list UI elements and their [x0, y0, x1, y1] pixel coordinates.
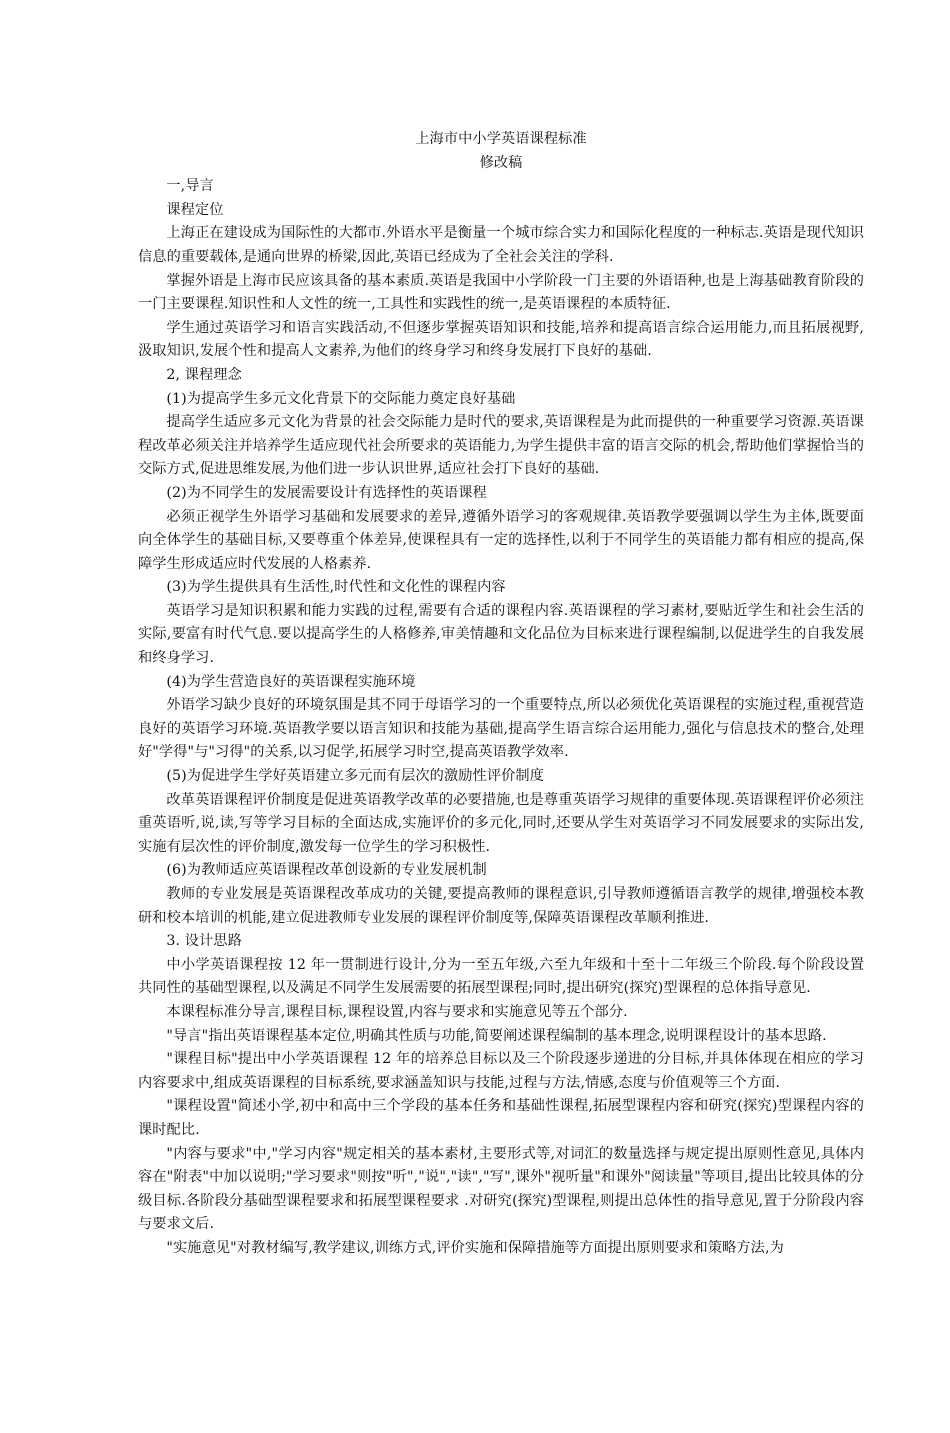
paragraph: 掌握外语是上海市民应该具备的基本素质.英语是我国中小学阶段一门主要的外语语种,也是上海基础教育阶段的一门主要课程.知识性和人文性的统一,工具性和实践性的统一,是英语课程的本质特征. [138, 272, 864, 313]
paragraph: 英语学习是知识积累和能力实践的过程,需要有合适的课程内容.英语课程的学习素材,要贴近学生和社会生活的实际,要富有时代气息.要以提高学生的人格修养,审美情趣和文化品位为目标来进行课程编制,以促进学生的自我发展和终身学习. [138, 602, 864, 667]
document-body [138, 175, 864, 1260]
section-heading: 一,导言 [166, 178, 214, 195]
section-heading: (1)为提高学生多元文化背景下的交际能力奠定良好基础 [166, 390, 516, 407]
document-page [138, 128, 864, 1261]
section-heading: (4)为学生营造良好的英语课程实施环境 [166, 673, 416, 690]
section-heading: (3)为学生提供具有生活性,时代性和文化性的课程内容 [166, 579, 506, 596]
section-heading: (2)为不同学生的发展需要设计有选择性的英语课程 [166, 484, 487, 501]
paragraph: 中小学英语课程按 12 年一贯制进行设计,分为一至五年级,六至九年级和十至十二年级三个阶段.每个阶段设置共同性的基础型课程,以及满足不同学生发展需要的拓展型课程;同时,提出研究(探究)型课程的总体指导意见. [138, 956, 864, 997]
paragraph: 必须正视学生外语学习基础和发展要求的差异,遵循外语学习的客观规律.英语教学要强调以学生为主体,既要面向全体学生的基础目标,又要尊重个体差异,使课程具有一定的选择性,以利于不同学生的英语能力都有相应的提高,保障学生形成适应时代发展的人格素养. [138, 508, 864, 572]
section-heading: 3. 设计思路 [166, 933, 242, 950]
paragraph: 本课程标准分导言,课程目标,课程设置,内容与要求和实施意见等五个部分. [166, 1003, 628, 1020]
document-title: 上海市中小学英语课程标准 [415, 131, 587, 147]
section-heading: (5)为促进学生学好英语建立多元而有层次的激励性评价制度 [166, 768, 544, 785]
paragraph: 教师的专业发展是英语课程改革成功的关键,要提高教师的课程意识,引导教师遵循语言教学的规律,增强校本教研和校本培训的机能,建立促进教师专业发展的课程评价制度等,保障英语课程改革顺利推进. [138, 886, 864, 926]
paragraph: "导言"指出英语课程基本定位,明确其性质与功能,简要阐述课程编制的基本理念,说明课程设计的基本思路. [166, 1027, 827, 1044]
paragraph: 改革英语课程评价制度是促进英语教学改革的必要措施,也是尊重英语学习规律的重要体现.英语课程评价必须注重英语听,说,读,写等学习目标的全面达成,实施评价的多元化,同时,还要从学生对英语学习不同发展要求的实际出发,实施有层次性的评价制度,激发每一位学生的学习积极性. [138, 791, 864, 855]
paragraph: "课程目标"提出中小学英语课程 12 年的培养总目标以及三个阶段逐步递进的分目标,并具体体现在相应的学习内容要求中,组成英语课程的目标系统,要求涵盖知识与技能,过程与方法,情感,态度与价值观等三个方面. [138, 1051, 864, 1091]
paragraph: 学生通过英语学习和语言实践活动,不但逐步掌握英语知识和技能,培养和提高语言综合运用能力,而且拓展视野,汲取知识,发展个性和提高人文素养,为他们的终身学习和终身发展打下良好的基础. [138, 319, 864, 360]
section-heading: (6)为教师适应英语课程改革创设新的专业发展机制 [166, 862, 487, 879]
section-heading: 课程定位 [166, 201, 224, 218]
paragraph: "实施意见"对教材编写,教学建议,训练方式,评价实施和保障措施等方面提出原则要求和策略方法,为 [166, 1239, 784, 1256]
document-subtitle: 修改稿 [479, 154, 523, 171]
paragraph: "课程设置"简述小学,初中和高中三个学段的基本任务和基础性课程,拓展型课程内容和研究(探究)型课程内容的课时配比. [138, 1098, 864, 1138]
paragraph: 外语学习缺少良好的环境氛围是其不同于母语学习的一个重要特点,所以必须优化英语课程的实施过程,重视营造良好的英语学习环境.英语教学要以语言知识和技能为基础,提高学生语言综合运用能力,强化与信息技术的整合,处理好"学得"与"习得"的关系,以习促学,拓展学习时空,提高英语教学效率. [138, 697, 864, 761]
paragraph: 提高学生适应多元文化为背景的社会交际能力是时代的要求,英语课程是为此而提供的一种重要学习资源.英语课程改革必须关注并培养学生适应现代社会所要求的英语能力,为学生提供丰富的语言交际的机会,帮助他们掌握恰当的交际方式,促进思维发展,为他们进一步认识世界,适应社会打下良好的基础. [138, 414, 864, 478]
paragraph: "内容与要求"中,"学习内容"规定相关的基本素材,主要形式等,对词汇的数量选择与规定提出原则性意见,具体内容在"附表"中加以说明;"学习要求"则按"听","说","读","写",课外"视听量"和课外"阅读量"等项目,提出比较具体的分级目标.各阶段分基础型课程要求和拓展型课程要求 .对研究(探究)型课程,则提出总体性的指导意见,置于分阶段内容与要求文后. [138, 1145, 864, 1233]
paragraph: 上海正在建设成为国际性的大都市.外语水平是衡量一个城市综合实力和国际化程度的一种标志.英语是现代知识信息的重要载体,是通向世界的桥梁,因此,英语已经成为了全社会关注的学科. [138, 225, 864, 265]
section-heading: 2, 课程理念 [166, 366, 242, 383]
